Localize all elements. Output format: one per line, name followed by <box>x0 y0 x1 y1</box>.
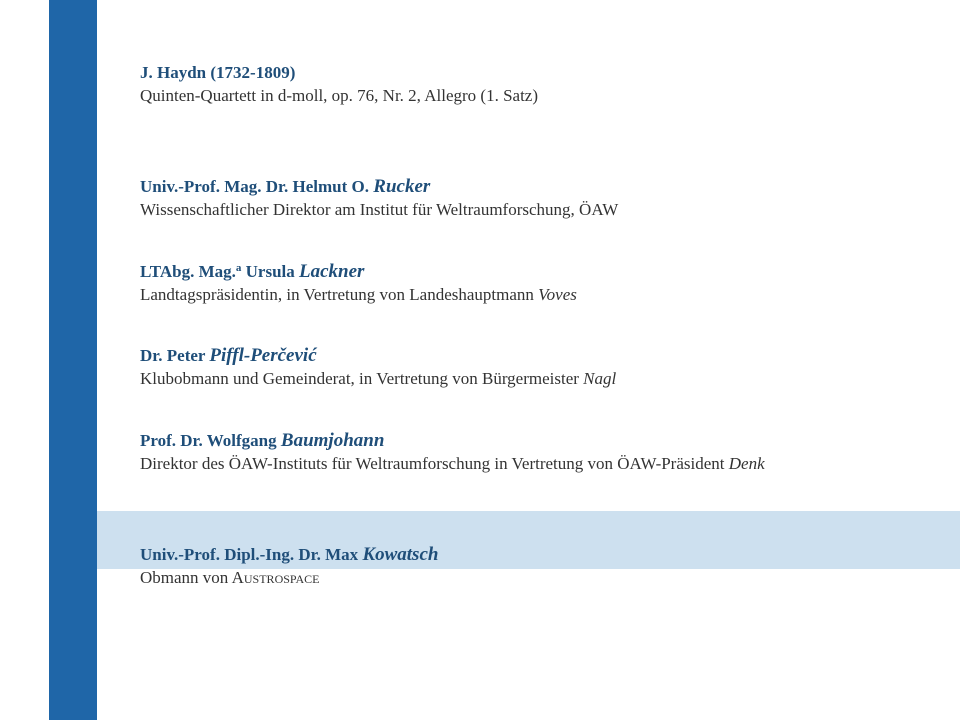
entry-role-italic: Nagl <box>583 369 617 388</box>
entry-role-text: Obmann von <box>140 568 232 587</box>
entry-name <box>140 345 940 367</box>
entry-name-prefix: Prof. Dr. Wolfgang <box>140 431 281 450</box>
program-entry-music <box>140 62 940 108</box>
entry-surname: Lackner <box>299 261 365 282</box>
org-name-initial: A <box>231 568 244 587</box>
sidebar-label-greeting: Begrüßung & Grußworte <box>113 230 130 405</box>
entry-name <box>140 62 940 84</box>
entry-name <box>140 430 940 452</box>
entry-name-text: J. Haydn (1732-1809) <box>140 63 296 82</box>
entry-name-prefix: Dr. Peter <box>140 346 210 365</box>
entry-name <box>140 261 940 283</box>
entry-role <box>140 452 940 476</box>
entry-name-prefix: Univ.-Prof. Dipl.-Ing. Dr. Max <box>140 545 363 564</box>
program-entry-piffl <box>140 345 940 391</box>
entry-role: Quinten-Quartett in d-moll, op. 76, Nr. 2, Allegro (1. Satz) <box>140 86 539 105</box>
program-entry-baumjohann <box>140 430 940 476</box>
entry-name <box>140 176 940 198</box>
program-entry-kowatsch <box>140 544 940 591</box>
entry-name-superscript: a <box>235 262 242 274</box>
sidebar-label-music: Musik <box>113 74 130 118</box>
entry-role <box>140 566 940 591</box>
entry-surname: Rucker <box>373 176 431 197</box>
entry-name-prefix: Univ.-Prof. Mag. Dr. Helmut O. <box>140 177 374 196</box>
entry-role-italic: Voves <box>538 285 577 304</box>
entry-role: Wissenschaftlicher Direktor am Institut für Weltraumforschung, ÖAW <box>140 200 619 219</box>
sidebar-band <box>49 0 130 720</box>
entry-name <box>140 544 940 566</box>
entry-surname: Kowatsch <box>362 544 439 565</box>
entry-role-text: Klubobmann und Gemeinderat, in Vertretung von Bürgermeister <box>140 369 584 388</box>
entry-surname: Baumjohann <box>280 430 385 451</box>
entry-name-prefix: LTAbg. Mag. <box>140 262 236 281</box>
entry-role <box>140 367 940 391</box>
entry-role-italic: Denk <box>728 454 765 473</box>
entry-role-text: Landtagspräsidentin, in Vertretung von Landeshauptmann <box>140 285 539 304</box>
program-entry-rucker <box>140 176 940 222</box>
entry-surname: Piffl-Perčević <box>209 345 317 366</box>
entry-role-text: Direktor des ÖAW-Instituts für Weltraumforschung in Vertretung von ÖAW-Präsident <box>140 454 729 473</box>
program-entry-lackner <box>140 261 940 307</box>
entry-name-first: Ursula <box>241 262 300 281</box>
entry-role <box>140 283 940 307</box>
org-name-rest: USTROSPACE <box>243 572 320 586</box>
